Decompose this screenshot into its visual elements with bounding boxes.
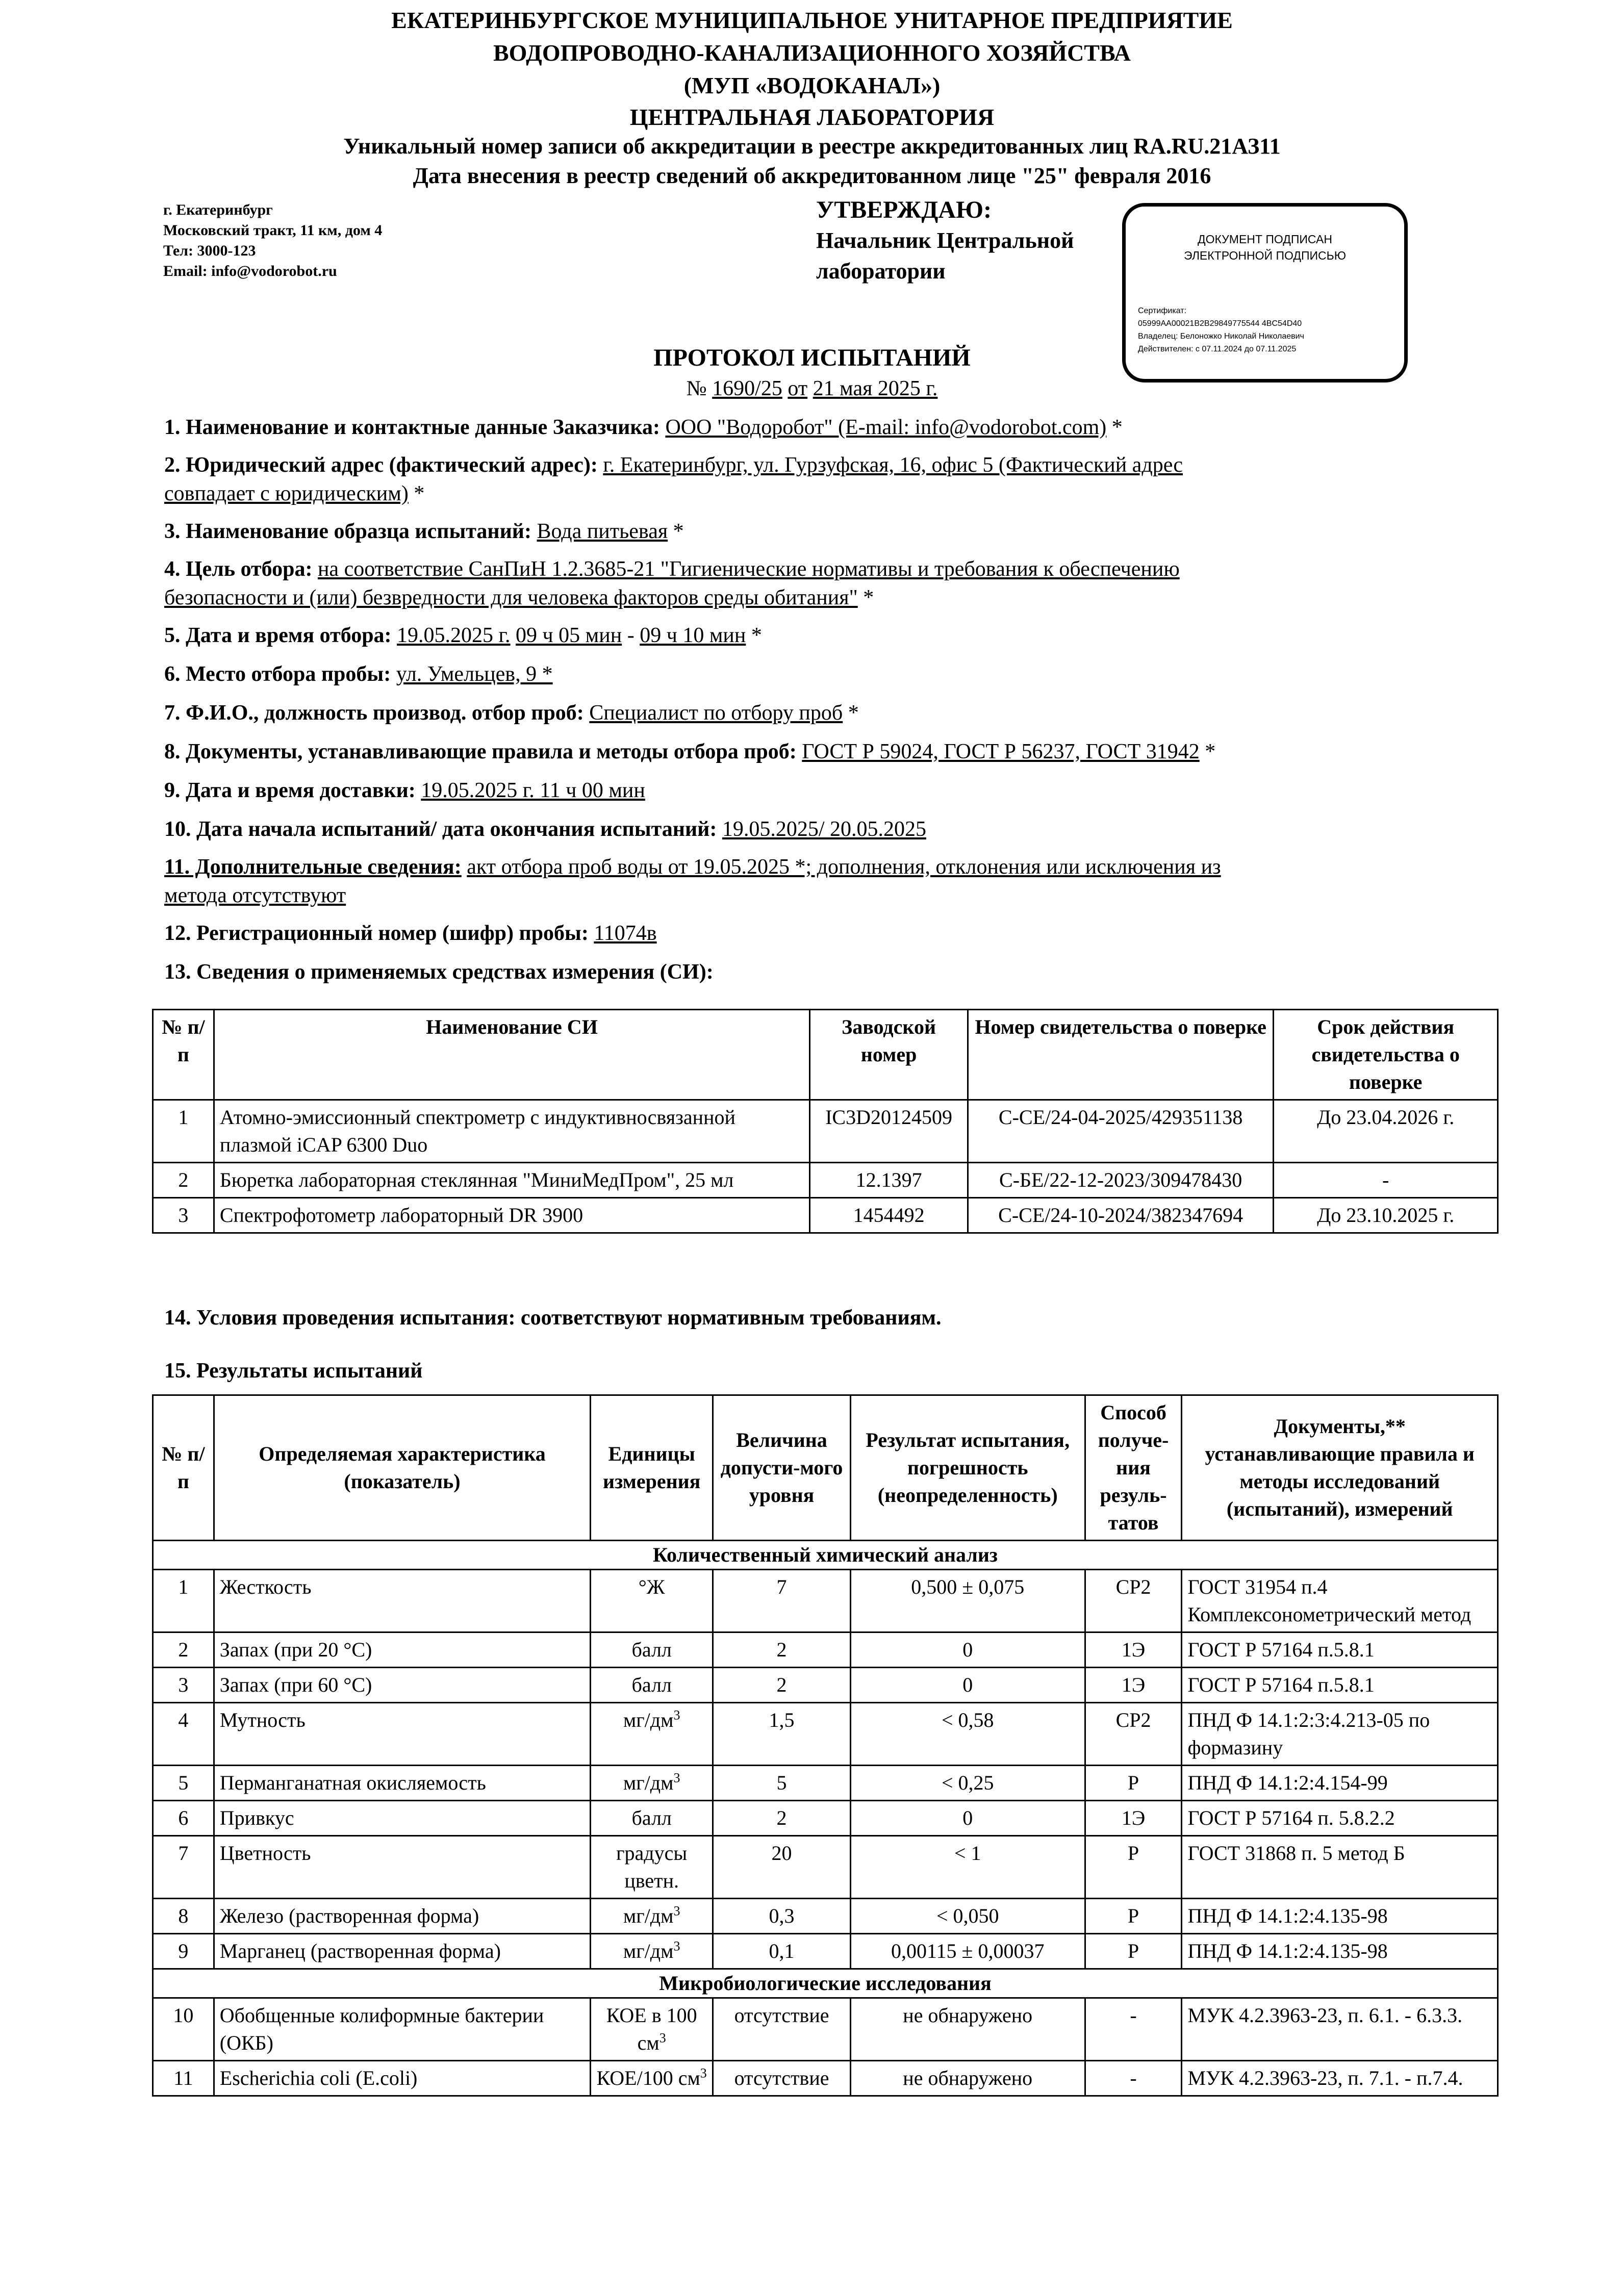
result-characteristic: Мутность (214, 1703, 590, 1766)
section-14-conditions: 14. Условия проведения испытания: соответствуют нормативным требованиям. (164, 1306, 942, 1330)
result-limit: отсутствие (713, 1998, 851, 2061)
instrument-cert: С-СЕ/24-04-2025/429351138 (968, 1100, 1274, 1163)
protocol-date: 21 мая 2025 г. (813, 377, 938, 400)
result-unit-text: градусы цветн. (616, 1842, 688, 1892)
protocol-title: ПРОТОКОЛ ИСПЫТАНИЙ (653, 344, 971, 371)
result-unit-text: балл (631, 1638, 672, 1661)
table-row (153, 1766, 1498, 1801)
results-header-row (153, 1395, 1498, 1541)
result-value: 0 (850, 1668, 1085, 1703)
result-document: ГОСТ 31954 п.4 Комплексонометрический метод (1182, 1570, 1498, 1632)
result-document: МУК 4.2.3963-23, п. 6.1. - 6.3.3. (1182, 1998, 1498, 2061)
table-row (153, 1934, 1498, 1969)
section-8-label: 8. Документы, устанавливающие правила и методы отбора проб: (164, 740, 797, 763)
result-unit-text: мг/дм (623, 1940, 674, 1962)
result-limit: 7 (713, 1570, 851, 1632)
accreditation-info (0, 132, 1624, 191)
results-table (152, 1394, 1499, 2097)
table-row (153, 1899, 1498, 1934)
table-row (153, 1836, 1498, 1899)
section-9-value: 19.05.2025 г. 11 ч 00 мин (421, 779, 645, 802)
lab-contacts (163, 200, 382, 282)
protocol-from-label: от (788, 377, 808, 400)
result-document: ГОСТ Р 57164 п.5.8.1 (1182, 1668, 1498, 1703)
approval-position-line1: Начальник Центральной (816, 228, 1074, 253)
section-12-label: 12. Регистрационный номер (шифр) пробы: (164, 922, 589, 945)
result-method: 1Э (1085, 1632, 1182, 1668)
table-row (153, 1703, 1498, 1766)
section-11-value-line1: акт отбора проб воды от 19.05.2025 *; дополнения, отклонения или исключения из (467, 855, 1221, 879)
section-6-label: 6. Место отбора пробы: (164, 662, 391, 686)
stamp-cert-number: 05999AA00021B2B29849775544 4BC54D40 (1138, 319, 1302, 328)
section-10-test-dates (164, 814, 1490, 845)
section-8-asterisk: * (1205, 740, 1216, 763)
result-limit: 20 (713, 1836, 851, 1899)
stamp-owner: Владелец: Белоножко Николай Николаевич (1138, 332, 1304, 341)
section-7-label: 7. Ф.И.О., должность производ. отбор проб: (164, 701, 584, 725)
instruments-table (152, 1009, 1499, 1234)
result-characteristic: Запах (при 20 °С) (214, 1632, 590, 1668)
instruments-header-name: Наименование СИ (214, 1010, 809, 1100)
contact-email: Email: info@vodorobot.ru (163, 263, 337, 279)
result-num: 8 (153, 1899, 214, 1934)
result-limit: 1,5 (713, 1703, 851, 1766)
result-characteristic: Цветность (214, 1836, 590, 1899)
result-unit (591, 1836, 713, 1899)
section-1-value: ООО "Водоробот" (E-mail: info@vodorobot.com) (665, 416, 1107, 439)
result-num: 3 (153, 1668, 214, 1703)
section-5-asterisk: * (751, 624, 762, 647)
result-unit-superscript: 3 (673, 1903, 680, 1919)
result-unit-text: мг/дм (623, 1904, 674, 1927)
approval-block (816, 195, 1074, 287)
instrument-serial: 1454492 (810, 1198, 968, 1233)
stamp-cert-label: Сертификат: (1138, 307, 1187, 315)
result-document: ПНД Ф 14.1:2:4.135-98 (1182, 1934, 1498, 1969)
result-num: 6 (153, 1801, 214, 1836)
result-value: 0 (850, 1632, 1085, 1668)
section-4-value-line2: безопасности и (или) безвредности для человека факторов среды обитания" (164, 586, 858, 609)
section-10-value: 19.05.2025/ 20.05.2025 (722, 818, 927, 841)
section-3-label: 3. Наименование образца испытаний: (164, 520, 531, 543)
result-unit-text: мг/дм (623, 1708, 674, 1731)
result-limit: 2 (713, 1801, 851, 1836)
section-4-asterisk: * (863, 586, 874, 609)
accreditation-number: Уникальный номер записи об аккредитации в реестре аккредитованных лиц RA.RU.21АЗ11 (343, 134, 1281, 159)
section-2-label: 2. Юридический адрес (фактический адрес): (164, 453, 598, 477)
lab-name: ЦЕНТРАЛЬНАЯ ЛАБОРАТОРИЯ (629, 104, 995, 130)
result-unit-superscript: 3 (673, 1707, 680, 1723)
instruments-header-serial: Заводской номер (810, 1010, 968, 1100)
section-3-asterisk: * (673, 520, 684, 543)
result-method: - (1085, 2061, 1182, 2096)
result-num: 7 (153, 1836, 214, 1899)
result-document: ГОСТ Р 57164 п. 5.8.2.2 (1182, 1801, 1498, 1836)
result-value: < 0,050 (850, 1899, 1085, 1934)
instruments-header-cert: Номер свидетельства о поверке (968, 1010, 1274, 1100)
instrument-cert: С-БЕ/22-12-2023/309478430 (968, 1163, 1274, 1198)
table-row (153, 1100, 1498, 1163)
instruments-header-valid: Срок действия свидетельства о поверке (1274, 1010, 1498, 1100)
table-row (153, 1163, 1498, 1198)
result-num: 9 (153, 1934, 214, 1969)
result-method: Р (1085, 1934, 1182, 1969)
section-12-registration (164, 918, 1490, 949)
result-limit: 0,3 (713, 1899, 851, 1934)
result-characteristic: Привкус (214, 1801, 590, 1836)
result-method: СР2 (1085, 1703, 1182, 1766)
result-unit (591, 1668, 713, 1703)
instrument-valid: - (1274, 1163, 1498, 1198)
section-2-asterisk: * (414, 482, 425, 505)
section-13-title: 13. Сведения о применяемых средствах измерения (СИ): (164, 960, 714, 984)
result-unit-text: КОЕ/100 см (596, 2067, 700, 2089)
table-row (153, 1632, 1498, 1668)
result-limit: 2 (713, 1632, 851, 1668)
result-method: Р (1085, 1899, 1182, 1934)
instrument-num: 1 (153, 1100, 214, 1163)
result-method: Р (1085, 1836, 1182, 1899)
result-characteristic: Железо (растворенная форма) (214, 1899, 590, 1934)
results-header-docs: Документы,** устанавливающие правила и методы исследований (испытаний), измерений (1182, 1395, 1498, 1541)
result-characteristic: Escherichia coli (E.coli) (214, 2061, 590, 2096)
table-row (153, 1570, 1498, 1632)
protocol-number-line (0, 374, 1624, 403)
instrument-serial: IC3D20124509 (810, 1100, 968, 1163)
instrument-num: 3 (153, 1198, 214, 1233)
result-unit (591, 1632, 713, 1668)
approval-title: УТВЕРЖДАЮ: (816, 196, 992, 223)
result-num: 10 (153, 1998, 214, 2061)
section-13-label (164, 957, 1490, 987)
result-unit-text: балл (631, 1806, 672, 1829)
results-section-chem-label: Количественный химический анализ (153, 1541, 1498, 1570)
section-1-label: 1. Наименование и контактные данные Заказчика: (164, 416, 660, 439)
result-unit (591, 1570, 713, 1632)
org-name-line3: (МУП «ВОДОКАНАЛ») (683, 72, 941, 98)
result-unit-superscript: 3 (659, 2030, 666, 2046)
result-unit (591, 1766, 713, 1801)
result-unit-text: КОЕ в 100 см (606, 2004, 697, 2054)
contact-phone: Тел: 3000-123 (163, 242, 256, 259)
table-row (153, 1198, 1498, 1233)
section-2-value-line2: совпадает с юридическим) (164, 482, 409, 505)
table-row (153, 1801, 1498, 1836)
instruments-header-num: № п/п (153, 1010, 214, 1100)
result-method: СР2 (1085, 1570, 1182, 1632)
section-9-label: 9. Дата и время доставки: (164, 779, 416, 802)
instruments-header-row (153, 1010, 1498, 1100)
result-unit (591, 1703, 713, 1766)
result-method: 1Э (1085, 1668, 1182, 1703)
result-value: не обнаружено (850, 1998, 1085, 2061)
stamp-valid: Действителен: с 07.11.2024 до 07.11.2025 (1138, 345, 1297, 353)
section-3-value: Вода питьевая (537, 520, 668, 543)
result-unit-superscript: 3 (673, 1770, 680, 1785)
instrument-serial: 12.1397 (810, 1163, 968, 1198)
result-value: < 1 (850, 1836, 1085, 1899)
organization-header (0, 4, 1624, 102)
results-header-limit: Величина допусти-мого уровня (713, 1395, 851, 1541)
result-value: < 0,25 (850, 1766, 1085, 1801)
stamp-title (1126, 231, 1404, 264)
contact-city: г. Екатеринбург (163, 201, 273, 218)
result-characteristic: Жесткость (214, 1570, 590, 1632)
result-unit (591, 1998, 713, 2061)
table-row (153, 2061, 1498, 2096)
section-5-time-start: 09 ч 05 мин (516, 624, 622, 647)
table-row (153, 1668, 1498, 1703)
result-num: 4 (153, 1703, 214, 1766)
result-num: 5 (153, 1766, 214, 1801)
result-value: 0,00115 ± 0,00037 (850, 1934, 1085, 1969)
result-value: 0 (850, 1801, 1085, 1836)
result-num: 11 (153, 2061, 214, 2096)
section-6-value: ул. Умельцев, 9 * (396, 662, 553, 686)
instrument-cert: С-СЕ/24-10-2024/382347694 (968, 1198, 1274, 1233)
result-limit: 0,1 (713, 1934, 851, 1969)
results-section-micro (153, 1969, 1498, 1998)
section-5-date: 19.05.2025 г. (397, 624, 511, 647)
result-value: < 0,58 (850, 1703, 1085, 1766)
org-name-line1: ЕКАТЕРИНБУРГСКОЕ МУНИЦИПАЛЬНОЕ УНИТАРНОЕ ПРЕДПРИЯТИЕ (391, 7, 1233, 33)
result-method: 1Э (1085, 1801, 1182, 1836)
instrument-valid: До 23.10.2025 г. (1274, 1198, 1498, 1233)
result-unit (591, 1899, 713, 1934)
section-1-customer (164, 412, 1490, 443)
section-2-address (164, 451, 1490, 508)
section-7-sampler (164, 698, 1490, 728)
section-5-label: 5. Дата и время отбора: (164, 624, 392, 647)
protocol-sections (164, 412, 1490, 987)
results-header-characteristic: Определяемая характеристика (показатель) (214, 1395, 590, 1541)
result-method: - (1085, 1998, 1182, 2061)
section-7-asterisk: * (848, 701, 859, 725)
section-5-sampling-time (164, 620, 1490, 651)
section-15-results-label: 15. Результаты испытаний (164, 1359, 423, 1383)
result-limit: 5 (713, 1766, 851, 1801)
results-section-micro-label: Микробиологические исследования (153, 1969, 1498, 1998)
result-num: 1 (153, 1570, 214, 1632)
result-unit-superscript: 3 (673, 1938, 680, 1954)
result-limit: отсутствие (713, 2061, 851, 2096)
result-characteristic: Запах (при 60 °С) (214, 1668, 590, 1703)
section-5-time-end: 09 ч 10 мин (640, 624, 746, 647)
table-row (153, 1998, 1498, 2061)
results-section-chem (153, 1541, 1498, 1570)
result-unit-text: балл (631, 1673, 672, 1696)
section-3-sample (164, 516, 1490, 547)
result-unit-text: °Ж (638, 1575, 665, 1598)
result-unit (591, 1934, 713, 1969)
section-2-value-line1: г. Екатеринбург, ул. Гурзуфская, 16, офис 5 (Фактический адрес (603, 453, 1183, 477)
result-document: ГОСТ 31868 п. 5 метод Б (1182, 1836, 1498, 1899)
section-4-value-line1: на соответствие СанПиН 1.2.3685-21 "Гигиенические нормативы и требования к обеспечению (317, 557, 1180, 581)
result-document: ПНД Ф 14.1:2:4.154-99 (1182, 1766, 1498, 1801)
protocol-number: 1690/25 (712, 377, 782, 400)
results-header-num: № п/п (153, 1395, 214, 1541)
section-12-value: 11074в (594, 922, 657, 945)
result-unit (591, 1801, 713, 1836)
result-num: 2 (153, 1632, 214, 1668)
results-header-units: Единицы измерения (591, 1395, 713, 1541)
result-method: Р (1085, 1766, 1182, 1801)
result-document: ПНД Ф 14.1:2:4.135-98 (1182, 1899, 1498, 1934)
instrument-valid: До 23.04.2026 г. (1274, 1100, 1498, 1163)
result-document: МУК 4.2.3963-23, п. 7.1. - п.7.4. (1182, 2061, 1498, 2096)
section-11-label: 11. Дополнительные сведения: (164, 855, 462, 879)
result-value: 0,500 ± 0,075 (850, 1570, 1085, 1632)
result-value: не обнаружено (850, 2061, 1085, 2096)
registry-date: Дата внесения в реестр сведений об аккредитованном лице "25" февраля 2016 (413, 163, 1211, 188)
section-11-additional (164, 853, 1490, 910)
results-header-method: Способ получе-ния резуль-татов (1085, 1395, 1182, 1541)
result-characteristic: Марганец (растворенная форма) (214, 1934, 590, 1969)
instrument-name: Спектрофотометр лабораторный DR 3900 (214, 1198, 809, 1233)
instrument-num: 2 (153, 1163, 214, 1198)
result-document: ПНД Ф 14.1:2:3:4.213-05 по формазину (1182, 1703, 1498, 1766)
result-unit-text: мг/дм (623, 1771, 674, 1794)
stamp-line1: ДОКУМЕНТ ПОДПИСАН (1198, 233, 1332, 246)
section-6-place (164, 659, 1490, 690)
stamp-line2: ЭЛЕКТРОННОЙ ПОДПИСЬЮ (1184, 249, 1346, 262)
approval-position-line2: лаборатории (816, 259, 946, 284)
section-4-purpose (164, 555, 1490, 612)
section-8-value: ГОСТ Р 59024, ГОСТ Р 56237, ГОСТ 31942 (802, 740, 1200, 763)
section-9-delivery (164, 775, 1490, 806)
results-header-result: Результат испытания, погрешность (неопределенность) (850, 1395, 1085, 1541)
protocol-no-label: № (686, 377, 707, 400)
result-limit: 2 (713, 1668, 851, 1703)
section-11-value-line2: метода отсутствуют (164, 884, 346, 907)
result-document: ГОСТ Р 57164 п.5.8.1 (1182, 1632, 1498, 1668)
instrument-name: Бюретка лабораторная стеклянная "МиниМедПром", 25 мл (214, 1163, 809, 1198)
result-unit-superscript: 3 (700, 2065, 707, 2081)
instrument-name: Атомно-эмиссионный спектрометр с индуктивносвязанной плазмой iCAP 6300 Duo (214, 1100, 809, 1163)
contact-address: Московский тракт, 11 км, дом 4 (163, 222, 383, 239)
section-10-label: 10. Дата начала испытаний/ дата окончания испытаний: (164, 818, 717, 841)
result-characteristic: Обобщенные колиформные бактерии (ОКБ) (214, 1998, 590, 2061)
result-unit (591, 2061, 713, 2096)
result-characteristic: Перманганатная окисляемость (214, 1766, 590, 1801)
section-5-dash: - (627, 624, 635, 647)
section-4-label: 4. Цель отбора: (164, 557, 313, 581)
section-1-asterisk: * (1111, 416, 1123, 439)
section-7-value: Специалист по отбору проб (589, 701, 843, 725)
org-name-line2: ВОДОПРОВОДНО-КАНАЛИЗАЦИОННОГО ХОЗЯЙСТВА (493, 40, 1131, 66)
section-8-documents (164, 736, 1490, 767)
